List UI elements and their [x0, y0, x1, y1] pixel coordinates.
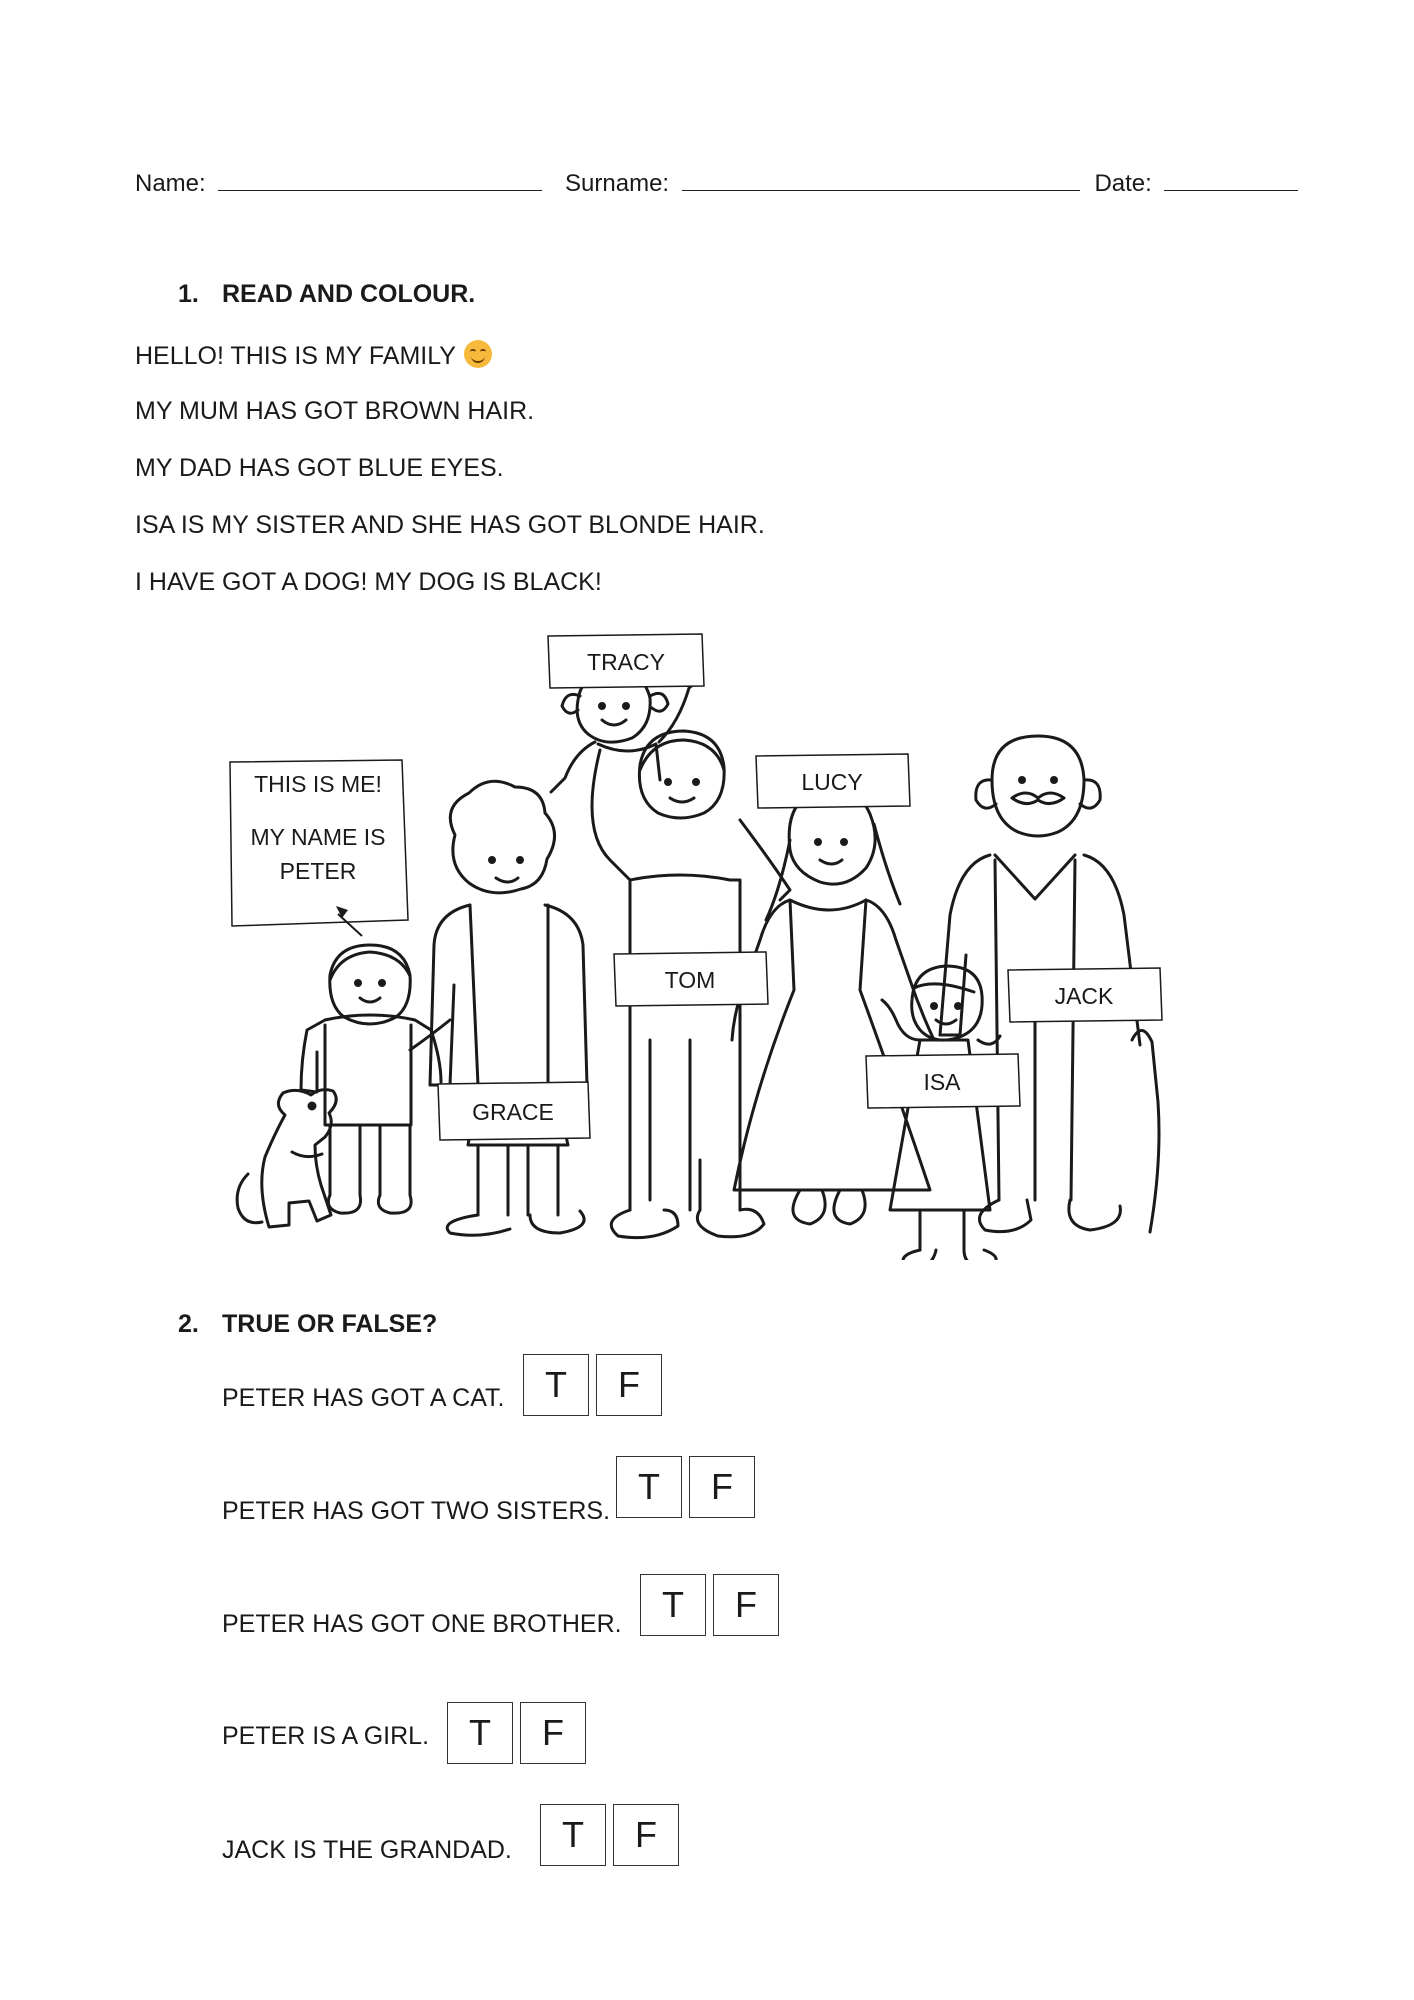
label-tracy	[548, 634, 704, 688]
story-line-4: ISA IS MY SISTER AND SHE HAS GOT BLONDE HAIR.	[135, 511, 765, 539]
grace-drawing	[430, 781, 587, 1235]
q4-true-box[interactable]: T	[447, 1702, 513, 1764]
label-tom-text: TOM	[664, 967, 716, 993]
section-1-heading: READ AND COLOUR.	[222, 280, 476, 308]
q4-false-box[interactable]: F	[520, 1702, 586, 1764]
label-tom	[614, 952, 768, 1006]
story-line-3: MY DAD HAS GOT BLUE EYES.	[135, 454, 504, 482]
header-fields	[135, 170, 1298, 198]
label-jack-text: JACK	[1054, 983, 1114, 1009]
date-label: Date:	[1094, 170, 1152, 197]
speech-bubble	[230, 760, 408, 936]
question-3: PETER HAS GOT ONE BROTHER.	[222, 1610, 622, 1638]
story-line-5: I HAVE GOT A DOG! MY DOG IS BLACK!	[135, 568, 602, 596]
q2-true-box[interactable]: T	[616, 1456, 682, 1518]
lucy-drawing	[732, 788, 934, 1224]
family-illustration	[0, 620, 1414, 1260]
speech-line-2: MY NAME IS	[250, 824, 386, 850]
label-isa	[866, 1054, 1020, 1108]
q2-false-box[interactable]: F	[689, 1456, 755, 1518]
smiling-face-icon	[464, 340, 492, 368]
story-line-1	[135, 340, 492, 371]
q1-true-box[interactable]: T	[523, 1354, 589, 1416]
peter-drawing	[301, 945, 450, 1213]
q1-false-box[interactable]: F	[596, 1354, 662, 1416]
question-2: PETER HAS GOT TWO SISTERS.	[222, 1497, 611, 1525]
surname-label: Surname:	[565, 170, 670, 197]
label-jack	[1008, 968, 1162, 1022]
speech-line-3: PETER	[279, 858, 357, 884]
q5-true-box[interactable]: T	[540, 1804, 606, 1866]
story-line-1-text: HELLO! THIS IS MY FAMILY	[135, 342, 456, 370]
section-1-number: 1.	[178, 280, 199, 308]
speech-line-1: THIS IS ME!	[254, 771, 382, 797]
dog-drawing	[237, 1090, 336, 1227]
name-label: Name:	[135, 170, 206, 197]
label-isa-text: ISA	[923, 1069, 961, 1095]
label-tracy-text: TRACY	[587, 649, 665, 675]
name-field[interactable]	[218, 170, 542, 191]
question-1: PETER HAS GOT A CAT.	[222, 1384, 505, 1412]
question-4: PETER IS A GIRL.	[222, 1722, 430, 1750]
label-grace-text: GRACE	[472, 1099, 554, 1125]
q5-false-box[interactable]: F	[613, 1804, 679, 1866]
q3-false-box[interactable]: F	[713, 1574, 779, 1636]
label-lucy-text: LUCY	[801, 769, 863, 795]
q3-true-box[interactable]: T	[640, 1574, 706, 1636]
section-1-title	[178, 280, 475, 309]
surname-field[interactable]	[682, 170, 1080, 191]
label-grace	[438, 1082, 590, 1140]
date-field[interactable]	[1164, 170, 1298, 191]
label-lucy	[756, 754, 910, 808]
question-5: JACK IS THE GRANDAD.	[222, 1836, 512, 1864]
story-line-2: MY MUM HAS GOT BROWN HAIR.	[135, 397, 535, 425]
section-2-title	[178, 1310, 437, 1339]
section-2-number: 2.	[178, 1310, 199, 1338]
section-2-heading: TRUE OR FALSE?	[222, 1310, 438, 1338]
